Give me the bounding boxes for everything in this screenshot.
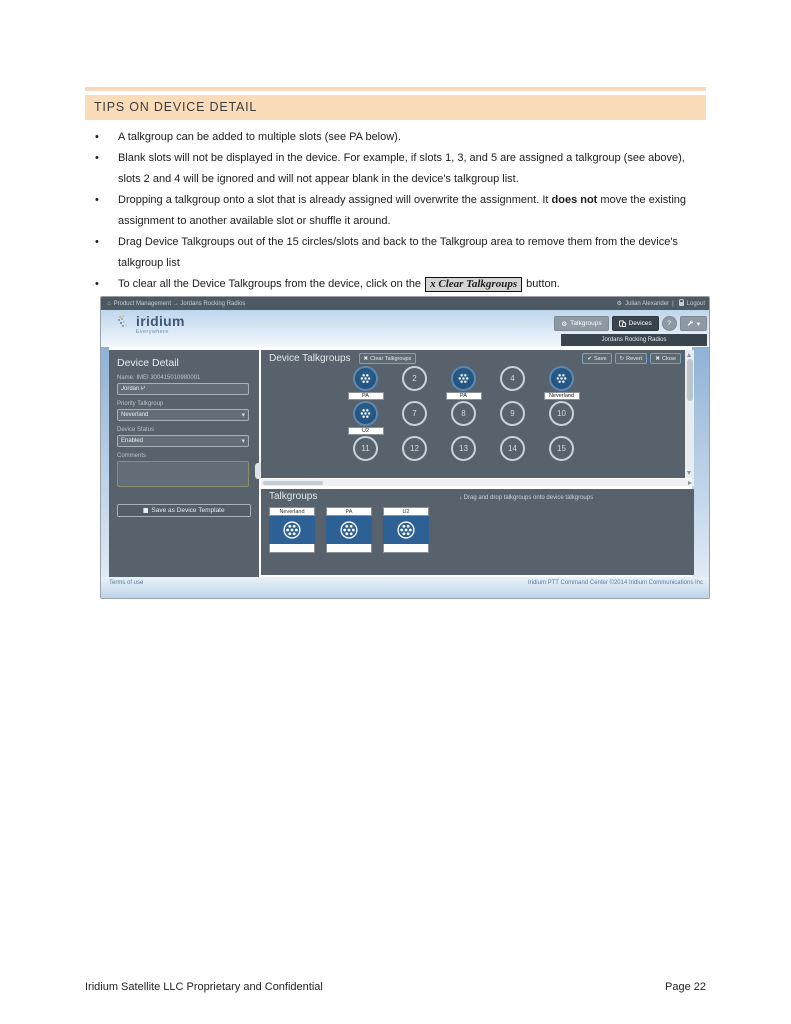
user-name[interactable]: Julian Alexander [625, 300, 670, 307]
drag-drop-hint-text: Drag and drop talkgroups onto device talkgroups [463, 495, 594, 501]
clear-talkgroups-inline-button: x Clear Talkgroups [425, 277, 522, 292]
user-menu [617, 300, 705, 307]
device-talkgroups-panel [261, 350, 685, 478]
vertical-scroll-thumb[interactable] [687, 359, 693, 401]
talkgroup-tile-icon [326, 516, 372, 544]
talkgroup-slot-5[interactable] [537, 366, 586, 401]
section-heading: TIPS ON DEVICE DETAIL [85, 95, 706, 120]
empty-slot-circle[interactable]: 15 [549, 436, 574, 461]
talkgroup-slot-14[interactable] [488, 436, 537, 471]
breadcrumb[interactable] [107, 301, 245, 307]
device-name-input[interactable] [117, 383, 249, 395]
talkgroup-slot-2[interactable] [390, 366, 439, 401]
terms-of-use-link[interactable]: Terms of use [109, 580, 144, 586]
divider: | [672, 300, 674, 307]
tab-talkgroups[interactable] [554, 316, 608, 331]
revert-icon: ↻ [619, 355, 625, 362]
talkgroup-wheel-icon [357, 405, 374, 422]
device-detail-panel [109, 350, 259, 577]
slot-assignment-label: PA [348, 392, 384, 400]
device-status-label: Device Status [117, 427, 155, 433]
assigned-slot-circle[interactable] [353, 366, 378, 391]
talkgroup-tile-u2[interactable] [383, 507, 429, 553]
talkgroup-tile-name: U2 [383, 507, 429, 516]
talkgroup-slot-13[interactable] [439, 436, 488, 471]
gear-icon: ⚙ [616, 301, 623, 307]
talkgroups-panel [261, 489, 694, 575]
talkgroup-slot-10[interactable] [537, 401, 586, 436]
bullet-item: • To clear all the Device Talkgroups from the device, click on the x Clear Talkgroups button. [88, 274, 686, 295]
talkgroup-slot-1[interactable] [341, 366, 390, 401]
bullet-item: • A talkgroup can be added to multiple slots (see PA below). [88, 127, 686, 148]
talkgroup-tile-pa[interactable] [326, 507, 372, 553]
talkgroup-slot-3[interactable] [439, 366, 488, 401]
app-nav [554, 316, 707, 331]
gear-icon: ⚙ [561, 320, 568, 328]
save-icon [143, 508, 148, 513]
empty-slot-circle[interactable]: 2 [402, 366, 427, 391]
talkgroup-slot-4[interactable] [488, 366, 537, 401]
priority-talkgroup-value: Neverland [121, 412, 149, 418]
talkgroup-wheel-icon [553, 370, 570, 387]
x-icon: ✖ [363, 355, 369, 362]
device-detail-title: Device Detail [117, 357, 179, 369]
device-status-select[interactable] [117, 435, 249, 447]
footer-confidential-text: Iridium Satellite LLC Proprietary and Confidential [85, 981, 323, 993]
brand-name: iridium [136, 313, 185, 329]
tab-devices[interactable] [612, 316, 659, 331]
talkgroup-tile-icon [383, 516, 429, 544]
logo-dots-icon [117, 314, 133, 330]
breadcrumb-text: Product Management → Jordans Rocking Radios [113, 300, 246, 307]
talkgroup-slot-12[interactable] [390, 436, 439, 471]
horizontal-scrollbar[interactable] [261, 479, 694, 486]
arrow-down-icon: ↓ [459, 495, 462, 501]
talkgroup-slot-15[interactable] [537, 436, 586, 471]
iridium-logo [117, 313, 185, 335]
talkgroup-tile-footer [383, 544, 429, 553]
copyright-text: Iridium PTT Command Center ©2014 Iridium Communications Inc [527, 580, 703, 586]
devices-icon [619, 320, 626, 327]
tips-bullet-list [88, 127, 686, 295]
tab-talkgroups-label: Talkgroups [570, 320, 602, 327]
assigned-slot-circle[interactable] [549, 366, 574, 391]
save-button[interactable] [582, 353, 611, 364]
caret-down-icon: ▾ [696, 320, 700, 328]
logout-link[interactable]: Logout [686, 300, 705, 307]
talkgroup-wheel-icon [455, 370, 472, 387]
device-talkgroups-title: Device Talkgroups [269, 353, 351, 364]
talkgroup-wheel-icon [282, 520, 302, 540]
device-name-label: Name: IMEI 300415010980001 [117, 375, 201, 381]
device-status-value: Enabled [121, 438, 144, 444]
horizontal-scroll-thumb[interactable] [263, 481, 323, 485]
save-label: Save [593, 355, 607, 362]
section-divider [85, 87, 706, 91]
talkgroup-slot-8[interactable] [439, 401, 488, 436]
priority-talkgroup-label: Priority Talkgroup [117, 401, 164, 407]
talkgroup-tile-footer [326, 544, 372, 553]
talkgroup-slot-7[interactable] [390, 401, 439, 436]
talkgroup-slots-grid [341, 366, 685, 471]
save-as-device-template-button[interactable] [117, 504, 251, 517]
panel-action-buttons [582, 353, 681, 364]
assigned-slot-circle[interactable] [451, 366, 476, 391]
app-topbar [101, 297, 710, 310]
right-gradient-band [692, 347, 709, 577]
empty-slot-circle[interactable]: 9 [500, 401, 525, 426]
page-footer [85, 981, 706, 993]
close-label: Close [661, 355, 676, 362]
home-icon: ⌂ [107, 300, 111, 307]
comments-label: Comments [117, 453, 147, 459]
assigned-slot-circle[interactable] [353, 401, 378, 426]
scroll-down-arrow-icon[interactable] [687, 471, 691, 475]
talkgroup-slot-11[interactable] [341, 436, 390, 471]
empty-slot-circle[interactable]: 7 [402, 401, 427, 426]
app-screenshot [100, 296, 710, 599]
revert-label: Revert [626, 355, 643, 362]
priority-talkgroup-select[interactable] [117, 409, 249, 421]
talkgroup-wheel-icon [396, 520, 416, 540]
tab-devices-label: Devices [628, 320, 652, 327]
footer-page-number: Page 22 [665, 981, 706, 993]
device-talkgroups-header [261, 350, 685, 364]
talkgroup-wheel-icon [357, 370, 374, 387]
empty-slot-circle[interactable]: 11 [353, 436, 378, 461]
empty-slot-circle[interactable]: 13 [451, 436, 476, 461]
x-icon: ✖ [655, 355, 660, 362]
slot-assignment-label: U2 [348, 427, 384, 435]
talkgroup-tile-name: PA [326, 507, 372, 516]
lock-icon [679, 302, 684, 306]
talkgroup-wheel-icon [339, 520, 359, 540]
drag-drop-hint [459, 495, 593, 501]
brand-tagline: Everywhere [135, 329, 169, 335]
chevron-down-icon: ▾ [241, 438, 245, 445]
chevron-down-icon: ▾ [241, 412, 245, 419]
context-bar: Jordans Rocking Radios [561, 334, 707, 346]
talkgroup-tiles [269, 507, 429, 553]
empty-slot-circle[interactable]: 14 [500, 436, 525, 461]
vertical-scrollbar[interactable] [685, 350, 694, 478]
empty-slot-circle[interactable]: 10 [549, 401, 574, 426]
empty-slot-circle[interactable]: 8 [451, 401, 476, 426]
empty-slot-circle[interactable]: 4 [500, 366, 525, 391]
save-template-label: Save as Device Template [151, 507, 225, 514]
wrench-icon [687, 320, 694, 327]
comments-textarea[interactable] [117, 461, 249, 487]
app-header [101, 310, 710, 347]
scroll-right-arrow-icon[interactable] [688, 481, 692, 485]
check-icon: ✔ [587, 355, 592, 362]
talkgroup-tile-neverland[interactable] [269, 507, 315, 553]
slot-assignment-label: PA [446, 392, 482, 400]
talkgroup-tile-name: Neverland [269, 507, 315, 516]
talkgroup-tile-icon [269, 516, 315, 544]
close-button[interactable] [650, 353, 681, 364]
clear-talkgroups-button[interactable] [359, 353, 417, 364]
bullet-item: • Blank slots will not be displayed in the device. For example, if slots 1, 3, and 5 are assigned a talkgroup (see above), slots 2 and 4 will be ignored and will not appear blank in the device's talkgroup list. [88, 148, 686, 190]
left-gradient-band [101, 347, 109, 577]
help-button[interactable] [662, 316, 677, 331]
clear-talkgroups-label: Clear Talkgroups [370, 355, 412, 362]
scroll-up-arrow-icon[interactable] [687, 353, 691, 357]
question-icon: ? [667, 320, 672, 327]
empty-slot-circle[interactable]: 12 [402, 436, 427, 461]
talkgroup-tile-footer [269, 544, 315, 553]
tools-menu-button[interactable] [680, 316, 707, 331]
bullet-item: • Drag Device Talkgroups out of the 15 circles/slots and back to the Talkgroup area to remove them from the device's talkgroup list [88, 232, 686, 274]
slot-assignment-label: Neverland [544, 392, 580, 400]
talkgroup-slot-9[interactable] [488, 401, 537, 436]
revert-button[interactable] [615, 353, 648, 364]
bullet-item: • Dropping a talkgroup onto a slot that is already assigned will overwrite the assignment. It does not move the existing assignment to another available slot or shuffle it around. [88, 190, 686, 232]
talkgroup-slot-6[interactable] [341, 401, 390, 436]
app-footer [101, 577, 710, 599]
talkgroups-title: Talkgroups [269, 491, 318, 502]
